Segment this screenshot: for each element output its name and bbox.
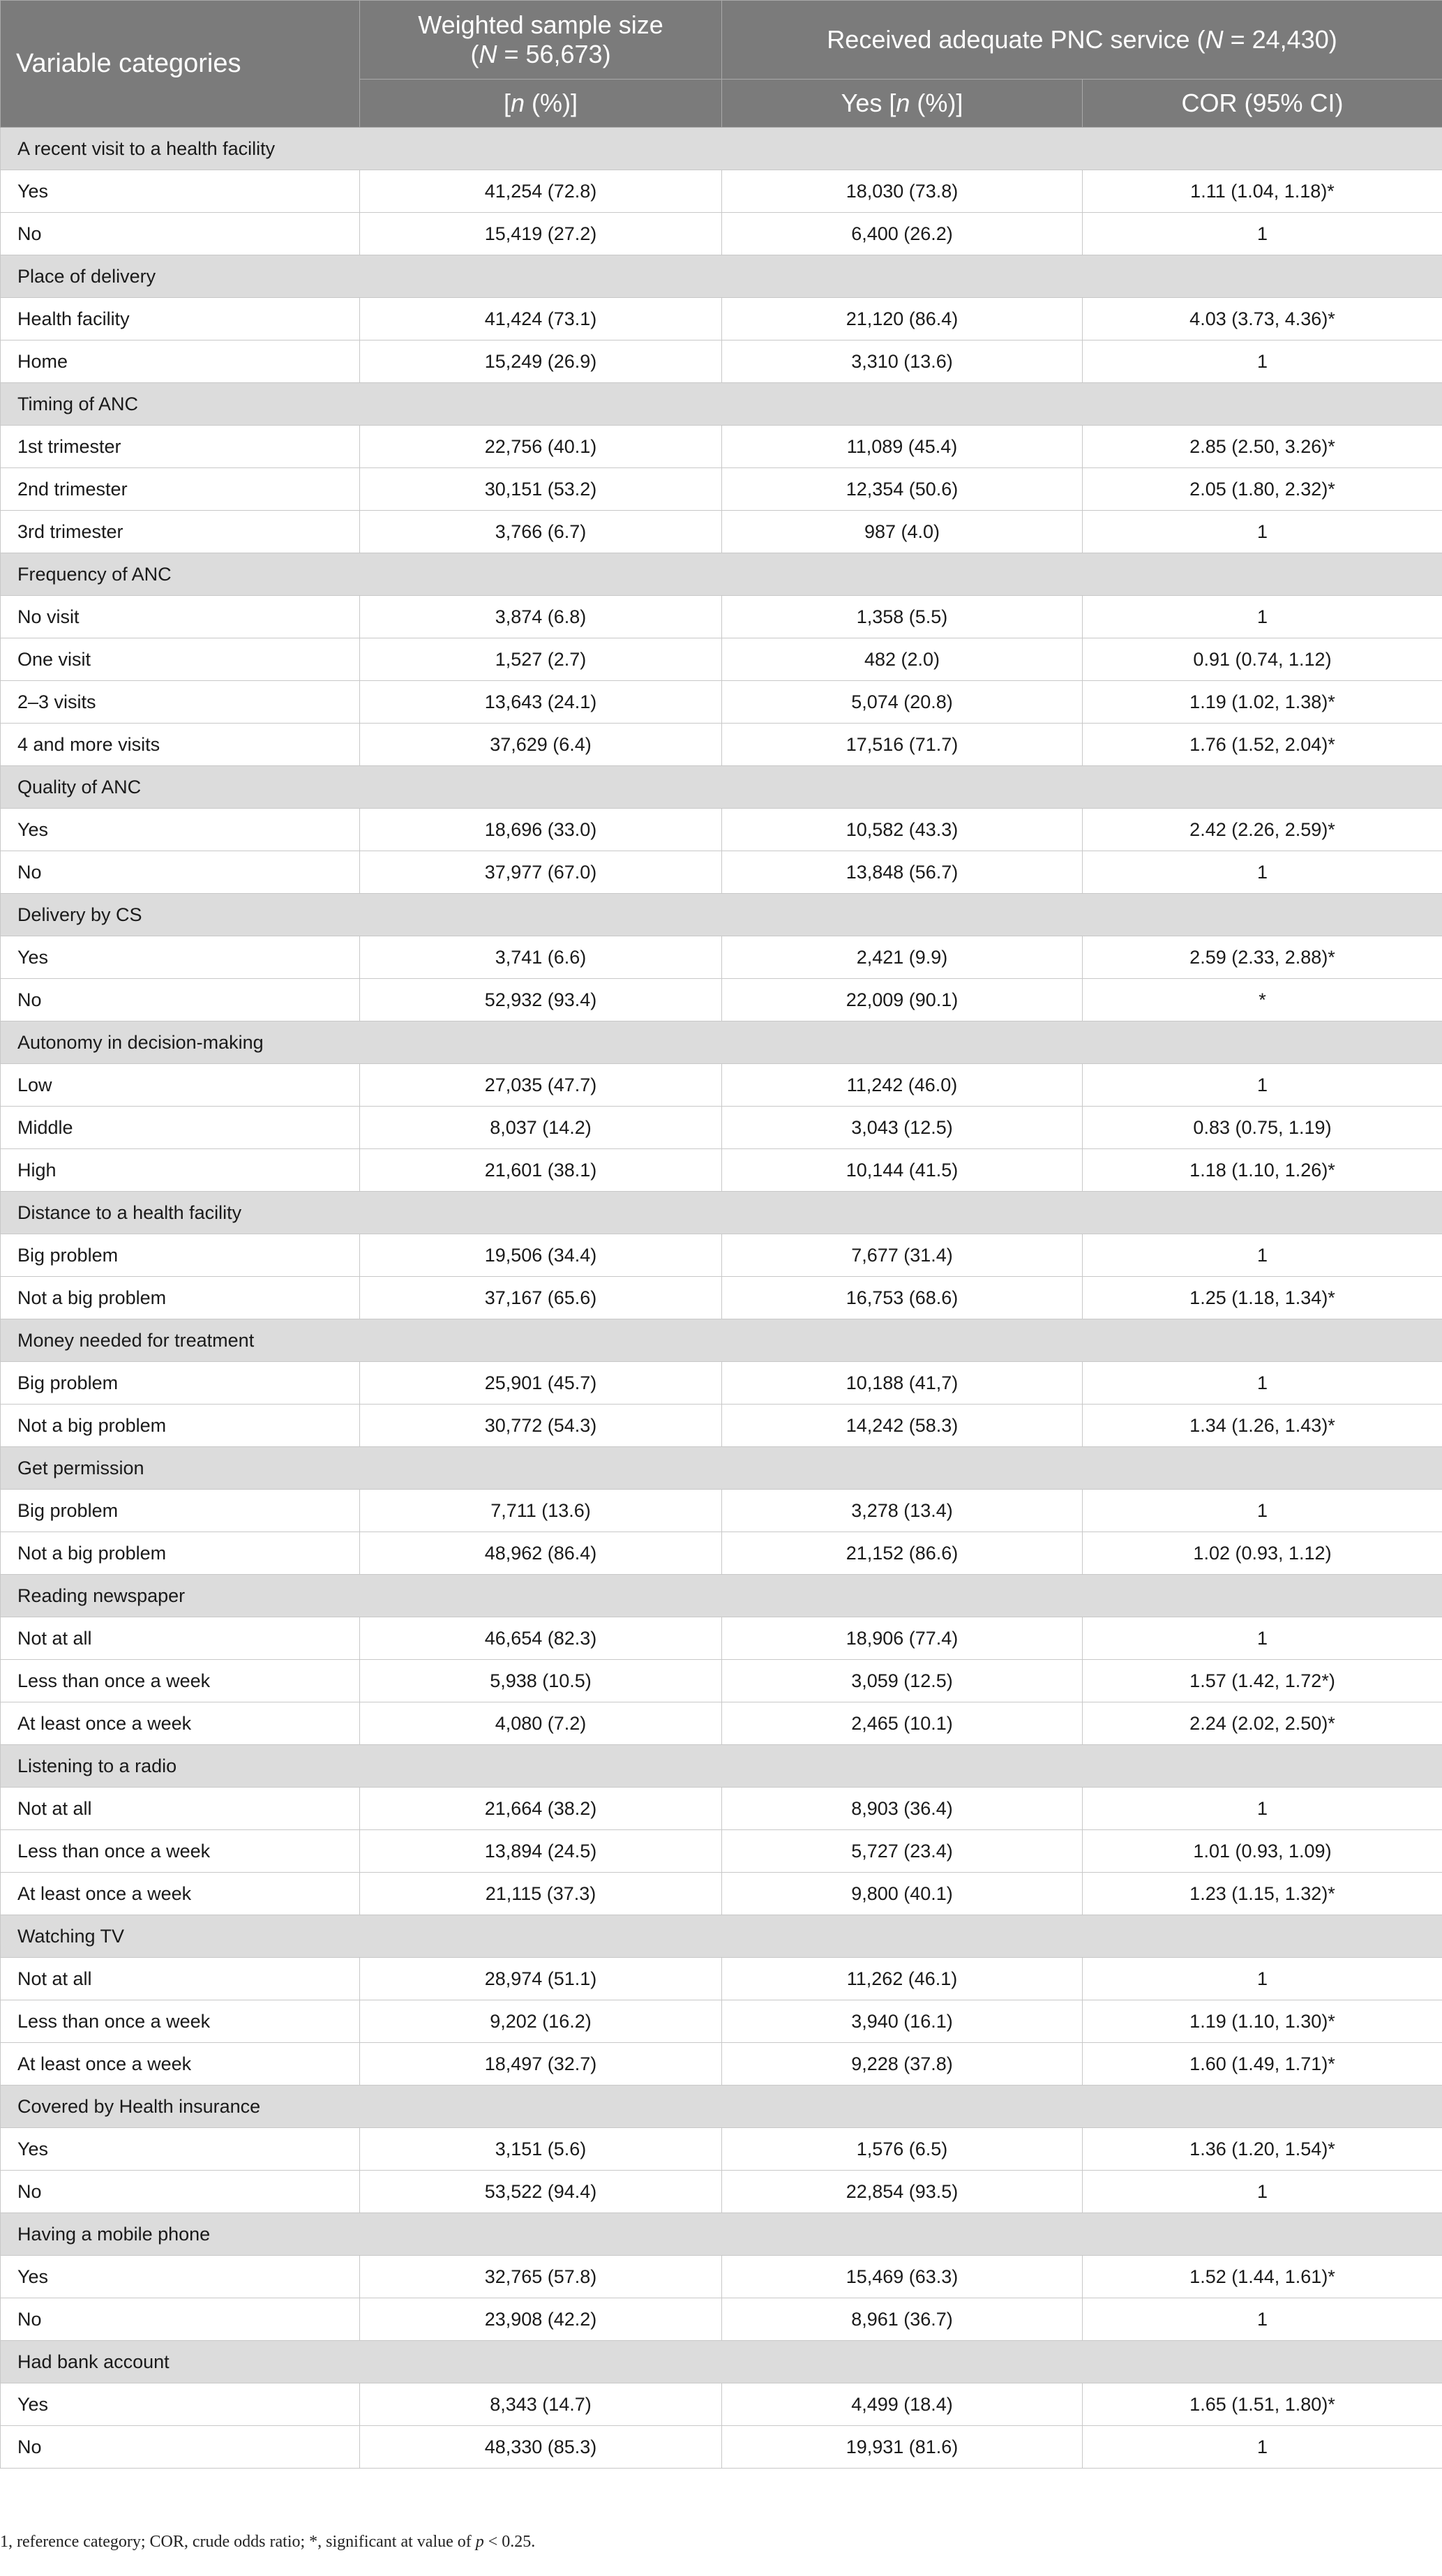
cell-sample-size: 28,974 (51.1) xyxy=(360,1958,722,2000)
row-label: No xyxy=(1,2426,360,2469)
table-row xyxy=(1,468,1442,511)
category-title: Listening to a radio xyxy=(1,1745,1442,1788)
cell-sample-size: 48,330 (85.3) xyxy=(360,2426,722,2469)
cell-received-yes: 7,677 (31.4) xyxy=(722,1234,1083,1277)
header-received-adequate-pnc xyxy=(722,1,1442,80)
cell-received-yes: 14,242 (58.3) xyxy=(722,1405,1083,1447)
cell-received-yes: 2,465 (10.1) xyxy=(722,1702,1083,1745)
category-title: Quality of ANC xyxy=(1,766,1442,809)
cell-sample-size: 30,151 (53.2) xyxy=(360,468,722,511)
row-label: At least once a week xyxy=(1,2043,360,2085)
cell-received-yes: 18,030 (73.8) xyxy=(722,170,1083,213)
category-title: Timing of ANC xyxy=(1,383,1442,426)
cell-cor-ci: 1.60 (1.49, 1.71)* xyxy=(1083,2043,1442,2085)
cell-sample-size: 19,506 (34.4) xyxy=(360,1234,722,1277)
row-label: Not at all xyxy=(1,1788,360,1830)
subheader-yes-n-percent xyxy=(722,80,1083,128)
table-row xyxy=(1,596,1442,638)
cell-cor-ci: 2.42 (2.26, 2.59)* xyxy=(1083,809,1442,851)
cell-cor-ci: 1.18 (1.10, 1.26)* xyxy=(1083,1149,1442,1192)
category-title: A recent visit to a health facility xyxy=(1,128,1442,170)
row-label: Not a big problem xyxy=(1,1532,360,1575)
cell-sample-size: 3,151 (5.6) xyxy=(360,2128,722,2171)
cell-cor-ci: 1 xyxy=(1083,596,1442,638)
cell-received-yes: 22,854 (93.5) xyxy=(722,2171,1083,2213)
cell-cor-ci: 1.01 (0.93, 1.09) xyxy=(1083,1830,1442,1873)
cell-received-yes: 3,278 (13.4) xyxy=(722,1490,1083,1532)
row-label: Not a big problem xyxy=(1,1405,360,1447)
cell-cor-ci: 1.02 (0.93, 1.12) xyxy=(1083,1532,1442,1575)
cell-sample-size: 3,741 (6.6) xyxy=(360,936,722,979)
cell-received-yes: 17,516 (71.7) xyxy=(722,724,1083,766)
cell-received-yes: 22,009 (90.1) xyxy=(722,979,1083,1021)
cell-cor-ci: 0.83 (0.75, 1.19) xyxy=(1083,1107,1442,1149)
header-adequate-pre: Received adequate PNC service ( xyxy=(827,25,1206,54)
row-label: Big problem xyxy=(1,1362,360,1405)
cell-cor-ci: 1.11 (1.04, 1.18)* xyxy=(1083,170,1442,213)
cell-received-yes: 12,354 (50.6) xyxy=(722,468,1083,511)
cell-sample-size: 22,756 (40.1) xyxy=(360,426,722,468)
header-sample-line1: Weighted sample size xyxy=(418,10,663,39)
header-sample-n-symbol: N xyxy=(479,40,497,68)
category-row xyxy=(1,553,1442,596)
cell-sample-size: 53,522 (94.4) xyxy=(360,2171,722,2213)
header-sample-line2-post: = 56,673) xyxy=(497,40,611,68)
category-title: Autonomy in decision-making xyxy=(1,1021,1442,1064)
category-row xyxy=(1,383,1442,426)
row-label: Big problem xyxy=(1,1490,360,1532)
table-row xyxy=(1,2256,1442,2298)
cell-received-yes: 10,188 (41,7) xyxy=(722,1362,1083,1405)
row-label: Less than once a week xyxy=(1,1660,360,1702)
cell-cor-ci: 1 xyxy=(1083,340,1442,383)
category-title: Watching TV xyxy=(1,1915,1442,1958)
cell-sample-size: 9,202 (16.2) xyxy=(360,2000,722,2043)
cell-cor-ci: 0.91 (0.74, 1.12) xyxy=(1083,638,1442,681)
cell-received-yes: 9,228 (37.8) xyxy=(722,2043,1083,2085)
cell-received-yes: 15,469 (63.3) xyxy=(722,2256,1083,2298)
category-title: Distance to a health facility xyxy=(1,1192,1442,1234)
category-row xyxy=(1,2341,1442,2383)
cell-received-yes: 11,089 (45.4) xyxy=(722,426,1083,468)
row-label: At least once a week xyxy=(1,1702,360,1745)
subheader-sample-n-symbol: n xyxy=(510,89,525,117)
cell-received-yes: 16,753 (68.6) xyxy=(722,1277,1083,1319)
cell-received-yes: 10,144 (41.5) xyxy=(722,1149,1083,1192)
table-row xyxy=(1,298,1442,340)
cell-received-yes: 3,940 (16.1) xyxy=(722,2000,1083,2043)
cell-cor-ci: * xyxy=(1083,979,1442,1021)
row-label: 2–3 visits xyxy=(1,681,360,724)
cell-sample-size: 41,424 (73.1) xyxy=(360,298,722,340)
subheader-sample-n-percent xyxy=(360,80,722,128)
category-row xyxy=(1,1192,1442,1234)
cell-sample-size: 13,643 (24.1) xyxy=(360,681,722,724)
table-row xyxy=(1,936,1442,979)
cell-sample-size: 13,894 (24.5) xyxy=(360,1830,722,1873)
category-title: Get permission xyxy=(1,1447,1442,1490)
row-label: No xyxy=(1,2171,360,2213)
cell-sample-size: 37,167 (65.6) xyxy=(360,1277,722,1319)
cell-cor-ci: 1 xyxy=(1083,2171,1442,2213)
category-title: Having a mobile phone xyxy=(1,2213,1442,2256)
subheader-yes-post: (%)] xyxy=(910,89,963,117)
table-row xyxy=(1,1405,1442,1447)
category-title: Reading newspaper xyxy=(1,1575,1442,1617)
table-row xyxy=(1,1660,1442,1702)
category-title: Had bank account xyxy=(1,2341,1442,2383)
row-label: Middle xyxy=(1,1107,360,1149)
cell-received-yes: 5,727 (23.4) xyxy=(722,1830,1083,1873)
cell-sample-size: 18,497 (32.7) xyxy=(360,2043,722,2085)
row-label: Yes xyxy=(1,170,360,213)
cell-cor-ci: 1.19 (1.10, 1.30)* xyxy=(1083,2000,1442,2043)
table-row xyxy=(1,2000,1442,2043)
row-label: Less than once a week xyxy=(1,1830,360,1873)
cell-sample-size: 1,527 (2.7) xyxy=(360,638,722,681)
table-row xyxy=(1,2171,1442,2213)
cell-sample-size: 18,696 (33.0) xyxy=(360,809,722,851)
cell-received-yes: 6,400 (26.2) xyxy=(722,213,1083,255)
footnote-p-symbol: p xyxy=(475,2533,484,2551)
row-label: 3rd trimester xyxy=(1,511,360,553)
table-row xyxy=(1,1830,1442,1873)
table-row xyxy=(1,979,1442,1021)
table-row xyxy=(1,1532,1442,1575)
table-row xyxy=(1,638,1442,681)
cell-cor-ci: 1.76 (1.52, 2.04)* xyxy=(1083,724,1442,766)
cell-cor-ci: 1.57 (1.42, 1.72*) xyxy=(1083,1660,1442,1702)
table-body xyxy=(1,128,1442,2469)
category-row xyxy=(1,255,1442,298)
cell-received-yes: 10,582 (43.3) xyxy=(722,809,1083,851)
subheader-cor-ci: COR (95% CI) xyxy=(1083,80,1442,128)
cell-cor-ci: 1 xyxy=(1083,1617,1442,1660)
cell-sample-size: 8,343 (14.7) xyxy=(360,2383,722,2426)
cell-sample-size: 46,654 (82.3) xyxy=(360,1617,722,1660)
cell-cor-ci: 1 xyxy=(1083,1958,1442,2000)
cell-cor-ci: 1 xyxy=(1083,511,1442,553)
cell-sample-size: 21,601 (38.1) xyxy=(360,1149,722,1192)
category-row xyxy=(1,1447,1442,1490)
table-row xyxy=(1,1702,1442,1745)
table-row xyxy=(1,1617,1442,1660)
cell-received-yes: 9,800 (40.1) xyxy=(722,1873,1083,1915)
footnote-text-post: < 0.25. xyxy=(483,2533,536,2551)
cell-sample-size: 15,419 (27.2) xyxy=(360,213,722,255)
table-row xyxy=(1,1873,1442,1915)
cell-sample-size: 23,908 (42.2) xyxy=(360,2298,722,2341)
cell-sample-size: 52,932 (93.4) xyxy=(360,979,722,1021)
row-label: No xyxy=(1,213,360,255)
cell-received-yes: 13,848 (56.7) xyxy=(722,851,1083,894)
cell-cor-ci: 1.23 (1.15, 1.32)* xyxy=(1083,1873,1442,1915)
row-label: Yes xyxy=(1,2128,360,2171)
cell-cor-ci: 1.36 (1.20, 1.54)* xyxy=(1083,2128,1442,2171)
cell-sample-size: 3,766 (6.7) xyxy=(360,511,722,553)
cell-received-yes: 482 (2.0) xyxy=(722,638,1083,681)
cell-sample-size: 25,901 (45.7) xyxy=(360,1362,722,1405)
cell-received-yes: 4,499 (18.4) xyxy=(722,2383,1083,2426)
cell-cor-ci: 1 xyxy=(1083,2298,1442,2341)
cell-cor-ci: 1.25 (1.18, 1.34)* xyxy=(1083,1277,1442,1319)
cell-received-yes: 5,074 (20.8) xyxy=(722,681,1083,724)
table-footnote xyxy=(0,2533,535,2552)
row-label: Yes xyxy=(1,2383,360,2426)
category-row xyxy=(1,1575,1442,1617)
category-row xyxy=(1,2213,1442,2256)
cell-received-yes: 3,310 (13.6) xyxy=(722,340,1083,383)
category-row xyxy=(1,894,1442,936)
category-title: Place of delivery xyxy=(1,255,1442,298)
cell-cor-ci: 1 xyxy=(1083,1064,1442,1107)
row-label: One visit xyxy=(1,638,360,681)
cell-cor-ci: 1.52 (1.44, 1.61)* xyxy=(1083,2256,1442,2298)
table-row xyxy=(1,1362,1442,1405)
table-row xyxy=(1,1234,1442,1277)
cell-sample-size: 15,249 (26.9) xyxy=(360,340,722,383)
subheader-yes-pre: Yes [ xyxy=(841,89,896,117)
table-row xyxy=(1,2298,1442,2341)
category-title: Frequency of ANC xyxy=(1,553,1442,596)
cell-sample-size: 30,772 (54.3) xyxy=(360,1405,722,1447)
table-row xyxy=(1,1490,1442,1532)
table-row xyxy=(1,1958,1442,2000)
category-row xyxy=(1,766,1442,809)
table-row xyxy=(1,511,1442,553)
cell-cor-ci: 2.05 (1.80, 2.32)* xyxy=(1083,468,1442,511)
table-row xyxy=(1,1788,1442,1830)
cell-received-yes: 11,242 (46.0) xyxy=(722,1064,1083,1107)
row-label: Not at all xyxy=(1,1617,360,1660)
table-row xyxy=(1,2426,1442,2469)
row-label: 1st trimester xyxy=(1,426,360,468)
row-label: No xyxy=(1,851,360,894)
table-row xyxy=(1,170,1442,213)
cell-received-yes: 8,903 (36.4) xyxy=(722,1788,1083,1830)
category-row xyxy=(1,1745,1442,1788)
cell-received-yes: 11,262 (46.1) xyxy=(722,1958,1083,2000)
header-adequate-post: = 24,430) xyxy=(1223,25,1337,54)
cell-sample-size: 48,962 (86.4) xyxy=(360,1532,722,1575)
cell-sample-size: 37,629 (6.4) xyxy=(360,724,722,766)
cell-sample-size: 41,254 (72.8) xyxy=(360,170,722,213)
table-row xyxy=(1,1107,1442,1149)
cell-received-yes: 3,043 (12.5) xyxy=(722,1107,1083,1149)
table-row xyxy=(1,426,1442,468)
cell-received-yes: 987 (4.0) xyxy=(722,511,1083,553)
table-row xyxy=(1,1064,1442,1107)
row-label: Home xyxy=(1,340,360,383)
cell-sample-size: 37,977 (67.0) xyxy=(360,851,722,894)
cell-received-yes: 1,358 (5.5) xyxy=(722,596,1083,638)
cell-cor-ci: 2.85 (2.50, 3.26)* xyxy=(1083,426,1442,468)
row-label: 4 and more visits xyxy=(1,724,360,766)
table-row xyxy=(1,2383,1442,2426)
cell-sample-size: 5,938 (10.5) xyxy=(360,1660,722,1702)
table-row xyxy=(1,809,1442,851)
table-row xyxy=(1,1277,1442,1319)
row-label: Less than once a week xyxy=(1,2000,360,2043)
row-label: Yes xyxy=(1,936,360,979)
row-label: No xyxy=(1,979,360,1021)
table-header xyxy=(1,1,1442,128)
table-row xyxy=(1,681,1442,724)
row-label: 2nd trimester xyxy=(1,468,360,511)
cell-cor-ci: 4.03 (3.73, 4.36)* xyxy=(1083,298,1442,340)
cell-received-yes: 8,961 (36.7) xyxy=(722,2298,1083,2341)
category-row xyxy=(1,1915,1442,1958)
header-sample-line2-pre: ( xyxy=(470,40,479,68)
footnote-text-pre: 1, reference category; COR, crude odds ratio; *, significant at value of xyxy=(0,2533,476,2551)
cell-cor-ci: 1 xyxy=(1083,1234,1442,1277)
row-label: Yes xyxy=(1,809,360,851)
row-label: Health facility xyxy=(1,298,360,340)
cell-received-yes: 1,576 (6.5) xyxy=(722,2128,1083,2171)
cell-sample-size: 32,765 (57.8) xyxy=(360,2256,722,2298)
row-label: At least once a week xyxy=(1,1873,360,1915)
table-row xyxy=(1,340,1442,383)
table-row xyxy=(1,1149,1442,1192)
subheader-sample-pre: [ xyxy=(503,89,511,117)
cell-cor-ci: 1 xyxy=(1083,1490,1442,1532)
row-label: No xyxy=(1,2298,360,2341)
table-row xyxy=(1,724,1442,766)
cell-received-yes: 2,421 (9.9) xyxy=(722,936,1083,979)
header-variable-categories: Variable categories xyxy=(1,1,360,128)
row-label: Not at all xyxy=(1,1958,360,2000)
cell-cor-ci: 1 xyxy=(1083,213,1442,255)
category-row xyxy=(1,1319,1442,1362)
cell-sample-size: 21,664 (38.2) xyxy=(360,1788,722,1830)
cell-cor-ci: 1 xyxy=(1083,1788,1442,1830)
cell-sample-size: 3,874 (6.8) xyxy=(360,596,722,638)
cell-cor-ci: 2.24 (2.02, 2.50)* xyxy=(1083,1702,1442,1745)
row-label: Low xyxy=(1,1064,360,1107)
cell-sample-size: 4,080 (7.2) xyxy=(360,1702,722,1745)
row-label: Not a big problem xyxy=(1,1277,360,1319)
cell-sample-size: 8,037 (14.2) xyxy=(360,1107,722,1149)
category-row xyxy=(1,2085,1442,2128)
row-label: No visit xyxy=(1,596,360,638)
cell-received-yes: 3,059 (12.5) xyxy=(722,1660,1083,1702)
cell-cor-ci: 1.65 (1.51, 1.80)* xyxy=(1083,2383,1442,2426)
cell-received-yes: 19,931 (81.6) xyxy=(722,2426,1083,2469)
cell-sample-size: 21,115 (37.3) xyxy=(360,1873,722,1915)
cell-cor-ci: 1.34 (1.26, 1.43)* xyxy=(1083,1405,1442,1447)
table-row xyxy=(1,2128,1442,2171)
category-title: Delivery by CS xyxy=(1,894,1442,936)
category-row xyxy=(1,128,1442,170)
cell-cor-ci: 2.59 (2.33, 2.88)* xyxy=(1083,936,1442,979)
category-title: Money needed for treatment xyxy=(1,1319,1442,1362)
cell-sample-size: 27,035 (47.7) xyxy=(360,1064,722,1107)
cell-received-yes: 21,152 (86.6) xyxy=(722,1532,1083,1575)
row-label: Yes xyxy=(1,2256,360,2298)
cell-received-yes: 21,120 (86.4) xyxy=(722,298,1083,340)
cell-cor-ci: 1 xyxy=(1083,1362,1442,1405)
table-row xyxy=(1,2043,1442,2085)
header-weighted-sample-size xyxy=(360,1,722,80)
cell-sample-size: 7,711 (13.6) xyxy=(360,1490,722,1532)
row-label: High xyxy=(1,1149,360,1192)
table-row xyxy=(1,213,1442,255)
category-title: Covered by Health insurance xyxy=(1,2085,1442,2128)
category-row xyxy=(1,1021,1442,1064)
header-adequate-n-symbol: N xyxy=(1205,25,1224,54)
row-label: Big problem xyxy=(1,1234,360,1277)
subheader-yes-n-symbol: n xyxy=(896,89,910,117)
cell-cor-ci: 1 xyxy=(1083,851,1442,894)
subheader-sample-post: (%)] xyxy=(525,89,578,117)
table-row xyxy=(1,851,1442,894)
cell-cor-ci: 1.19 (1.02, 1.38)* xyxy=(1083,681,1442,724)
cell-received-yes: 18,906 (77.4) xyxy=(722,1617,1083,1660)
cell-cor-ci: 1 xyxy=(1083,2426,1442,2469)
